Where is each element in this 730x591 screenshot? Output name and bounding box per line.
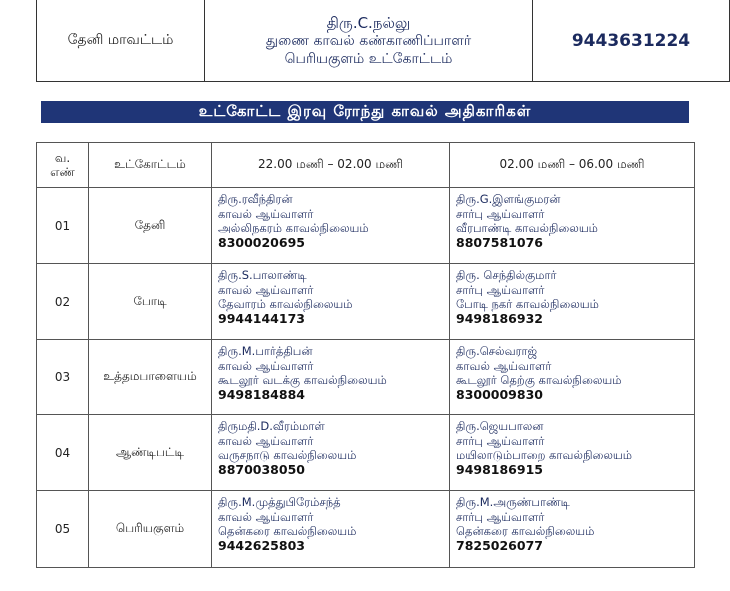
officer-designation: சார்பு ஆய்வாளர் bbox=[456, 433, 545, 448]
district-name: தேனி மாவட்டம் bbox=[37, 0, 205, 81]
officer-station: போடி நகர் காவல்நிலையம் bbox=[456, 297, 599, 311]
serial-number-cell: 03 bbox=[37, 340, 89, 415]
officer-name: திரு.ஜெயபாலன bbox=[456, 419, 544, 433]
officer-name: திரு.M.முத்துபிரேம்சந்த் bbox=[218, 495, 341, 509]
officer-station: மயிலாடும்பாறை காவல்நிலையம் bbox=[456, 448, 633, 462]
officer-designation: காவல் ஆய்வாளர் bbox=[218, 509, 314, 524]
officer-designation: காவல் ஆய்வாளர் bbox=[218, 433, 314, 448]
officer-designation: காவல் ஆய்வாளர் bbox=[218, 358, 314, 373]
officer-station: அல்லிநகரம் காவல்நிலையம் bbox=[218, 221, 369, 235]
officer-name: திரு.S.பாலாண்டி bbox=[218, 268, 307, 282]
shift1-officer-cell bbox=[212, 491, 450, 568]
table-row bbox=[37, 264, 695, 340]
officer-designation: சார்பு ஆய்வாளர் bbox=[456, 509, 545, 524]
table-row bbox=[37, 340, 695, 415]
shift1-officer-cell bbox=[212, 188, 450, 264]
shift1-officer-cell bbox=[212, 264, 450, 340]
officer-name: திரு.M.அருண்பாண்டி bbox=[456, 495, 570, 509]
serial-number-cell: 05 bbox=[37, 491, 89, 568]
officer-phone: 9498184884 bbox=[218, 386, 305, 402]
officer-station: வீரபாண்டி காவல்நிலையம் bbox=[456, 221, 598, 235]
officer-station: தேவாரம் காவல்நிலையம் bbox=[218, 297, 353, 311]
section-title-banner: உட்கோட்ட இரவு ரோந்து காவல் அதிகாரிகள் bbox=[41, 101, 689, 123]
subdivision-cell: ஆண்டிபட்டி bbox=[89, 415, 212, 491]
officer-name: திருமதி.D.வீரம்மாள் bbox=[218, 419, 325, 433]
serial-number-cell: 01 bbox=[37, 188, 89, 264]
officer-designation: காவல் ஆய்வாளர் bbox=[218, 206, 314, 221]
table-row bbox=[37, 491, 695, 568]
table-header-row bbox=[37, 143, 695, 188]
officer-phone: 9944144173 bbox=[218, 310, 305, 326]
officer-name: திரு.ரவீந்திரன் bbox=[218, 192, 293, 206]
dsp-officer-block bbox=[205, 0, 533, 81]
officer-designation: சார்பு ஆய்வாளர் bbox=[456, 206, 545, 221]
header-subdivision: உட்கோட்டம் bbox=[89, 143, 212, 188]
officer-station: கூடலூர் வடக்கு காவல்நிலையம் bbox=[218, 373, 387, 387]
officer-station: தென்கரை காவல்நிலையம் bbox=[218, 524, 357, 538]
serial-number-cell: 04 bbox=[37, 415, 89, 491]
dsp-officer-subdivision: பெரியகுளம் உட்கோட்டம் bbox=[284, 50, 453, 67]
dsp-phone-number: 9443631224 bbox=[571, 30, 691, 51]
shift2-officer-cell bbox=[450, 491, 695, 568]
shift2-officer-cell bbox=[450, 340, 695, 415]
subdivision-cell: பெரியகுளம் bbox=[89, 491, 212, 568]
shift1-officer-cell bbox=[212, 415, 450, 491]
officer-designation: காவல் ஆய்வாளர் bbox=[218, 282, 314, 297]
officer-name: திரு. செந்தில்குமார் bbox=[456, 268, 557, 282]
subdivision-cell: உத்தமபாளையம் bbox=[89, 340, 212, 415]
officer-designation: காவல் ஆய்வாளர் bbox=[456, 358, 552, 373]
subdivision-cell: போடி bbox=[89, 264, 212, 340]
officer-phone: 8300020695 bbox=[218, 234, 305, 250]
shift2-officer-cell bbox=[450, 264, 695, 340]
header-serial-line2: எண் bbox=[50, 165, 75, 179]
officer-phone: 8870038050 bbox=[218, 461, 305, 477]
header-shift-2: 02.00 மணி – 06.00 மணி bbox=[450, 143, 695, 188]
table-row bbox=[37, 415, 695, 491]
shift2-officer-cell bbox=[450, 188, 695, 264]
officer-station: தென்கரை காவல்நிலையம் bbox=[456, 524, 595, 538]
officer-phone: 9442625803 bbox=[218, 537, 305, 553]
officer-phone: 8300009830 bbox=[456, 386, 543, 402]
officer-station: வருசநாடு காவல்நிலையம் bbox=[218, 448, 357, 462]
header-shift-1: 22.00 மணி – 02.00 மணி bbox=[212, 143, 450, 188]
shift2-officer-cell bbox=[450, 415, 695, 491]
table-row bbox=[37, 188, 695, 264]
shift1-officer-cell bbox=[212, 340, 450, 415]
night-patrol-table bbox=[36, 142, 695, 568]
serial-number-cell: 02 bbox=[37, 264, 89, 340]
officer-name: திரு.G.இளங்குமரன் bbox=[456, 192, 561, 206]
officer-phone: 7825026077 bbox=[456, 537, 543, 553]
dsp-officer-designation: துணை காவல் கண்காணிப்பாளர் bbox=[265, 32, 472, 49]
header-panel bbox=[36, 0, 730, 82]
officer-station: கூடலூர் தெற்கு காவல்நிலையம் bbox=[456, 373, 622, 387]
header-serial-number bbox=[37, 143, 89, 188]
officer-designation: சார்பு ஆய்வாளர் bbox=[456, 282, 545, 297]
officer-name: திரு.செல்வராஜ் bbox=[456, 344, 538, 358]
officer-phone: 8807581076 bbox=[456, 234, 543, 250]
officer-phone: 9498186915 bbox=[456, 461, 543, 477]
dsp-officer-name: திரு.C.நல்லு bbox=[326, 13, 411, 32]
officer-phone: 9498186932 bbox=[456, 310, 543, 326]
officer-name: திரு.M.பார்த்திபன் bbox=[218, 344, 313, 358]
header-serial-line1: வ. bbox=[54, 151, 71, 165]
subdivision-cell: தேனி bbox=[89, 188, 212, 264]
